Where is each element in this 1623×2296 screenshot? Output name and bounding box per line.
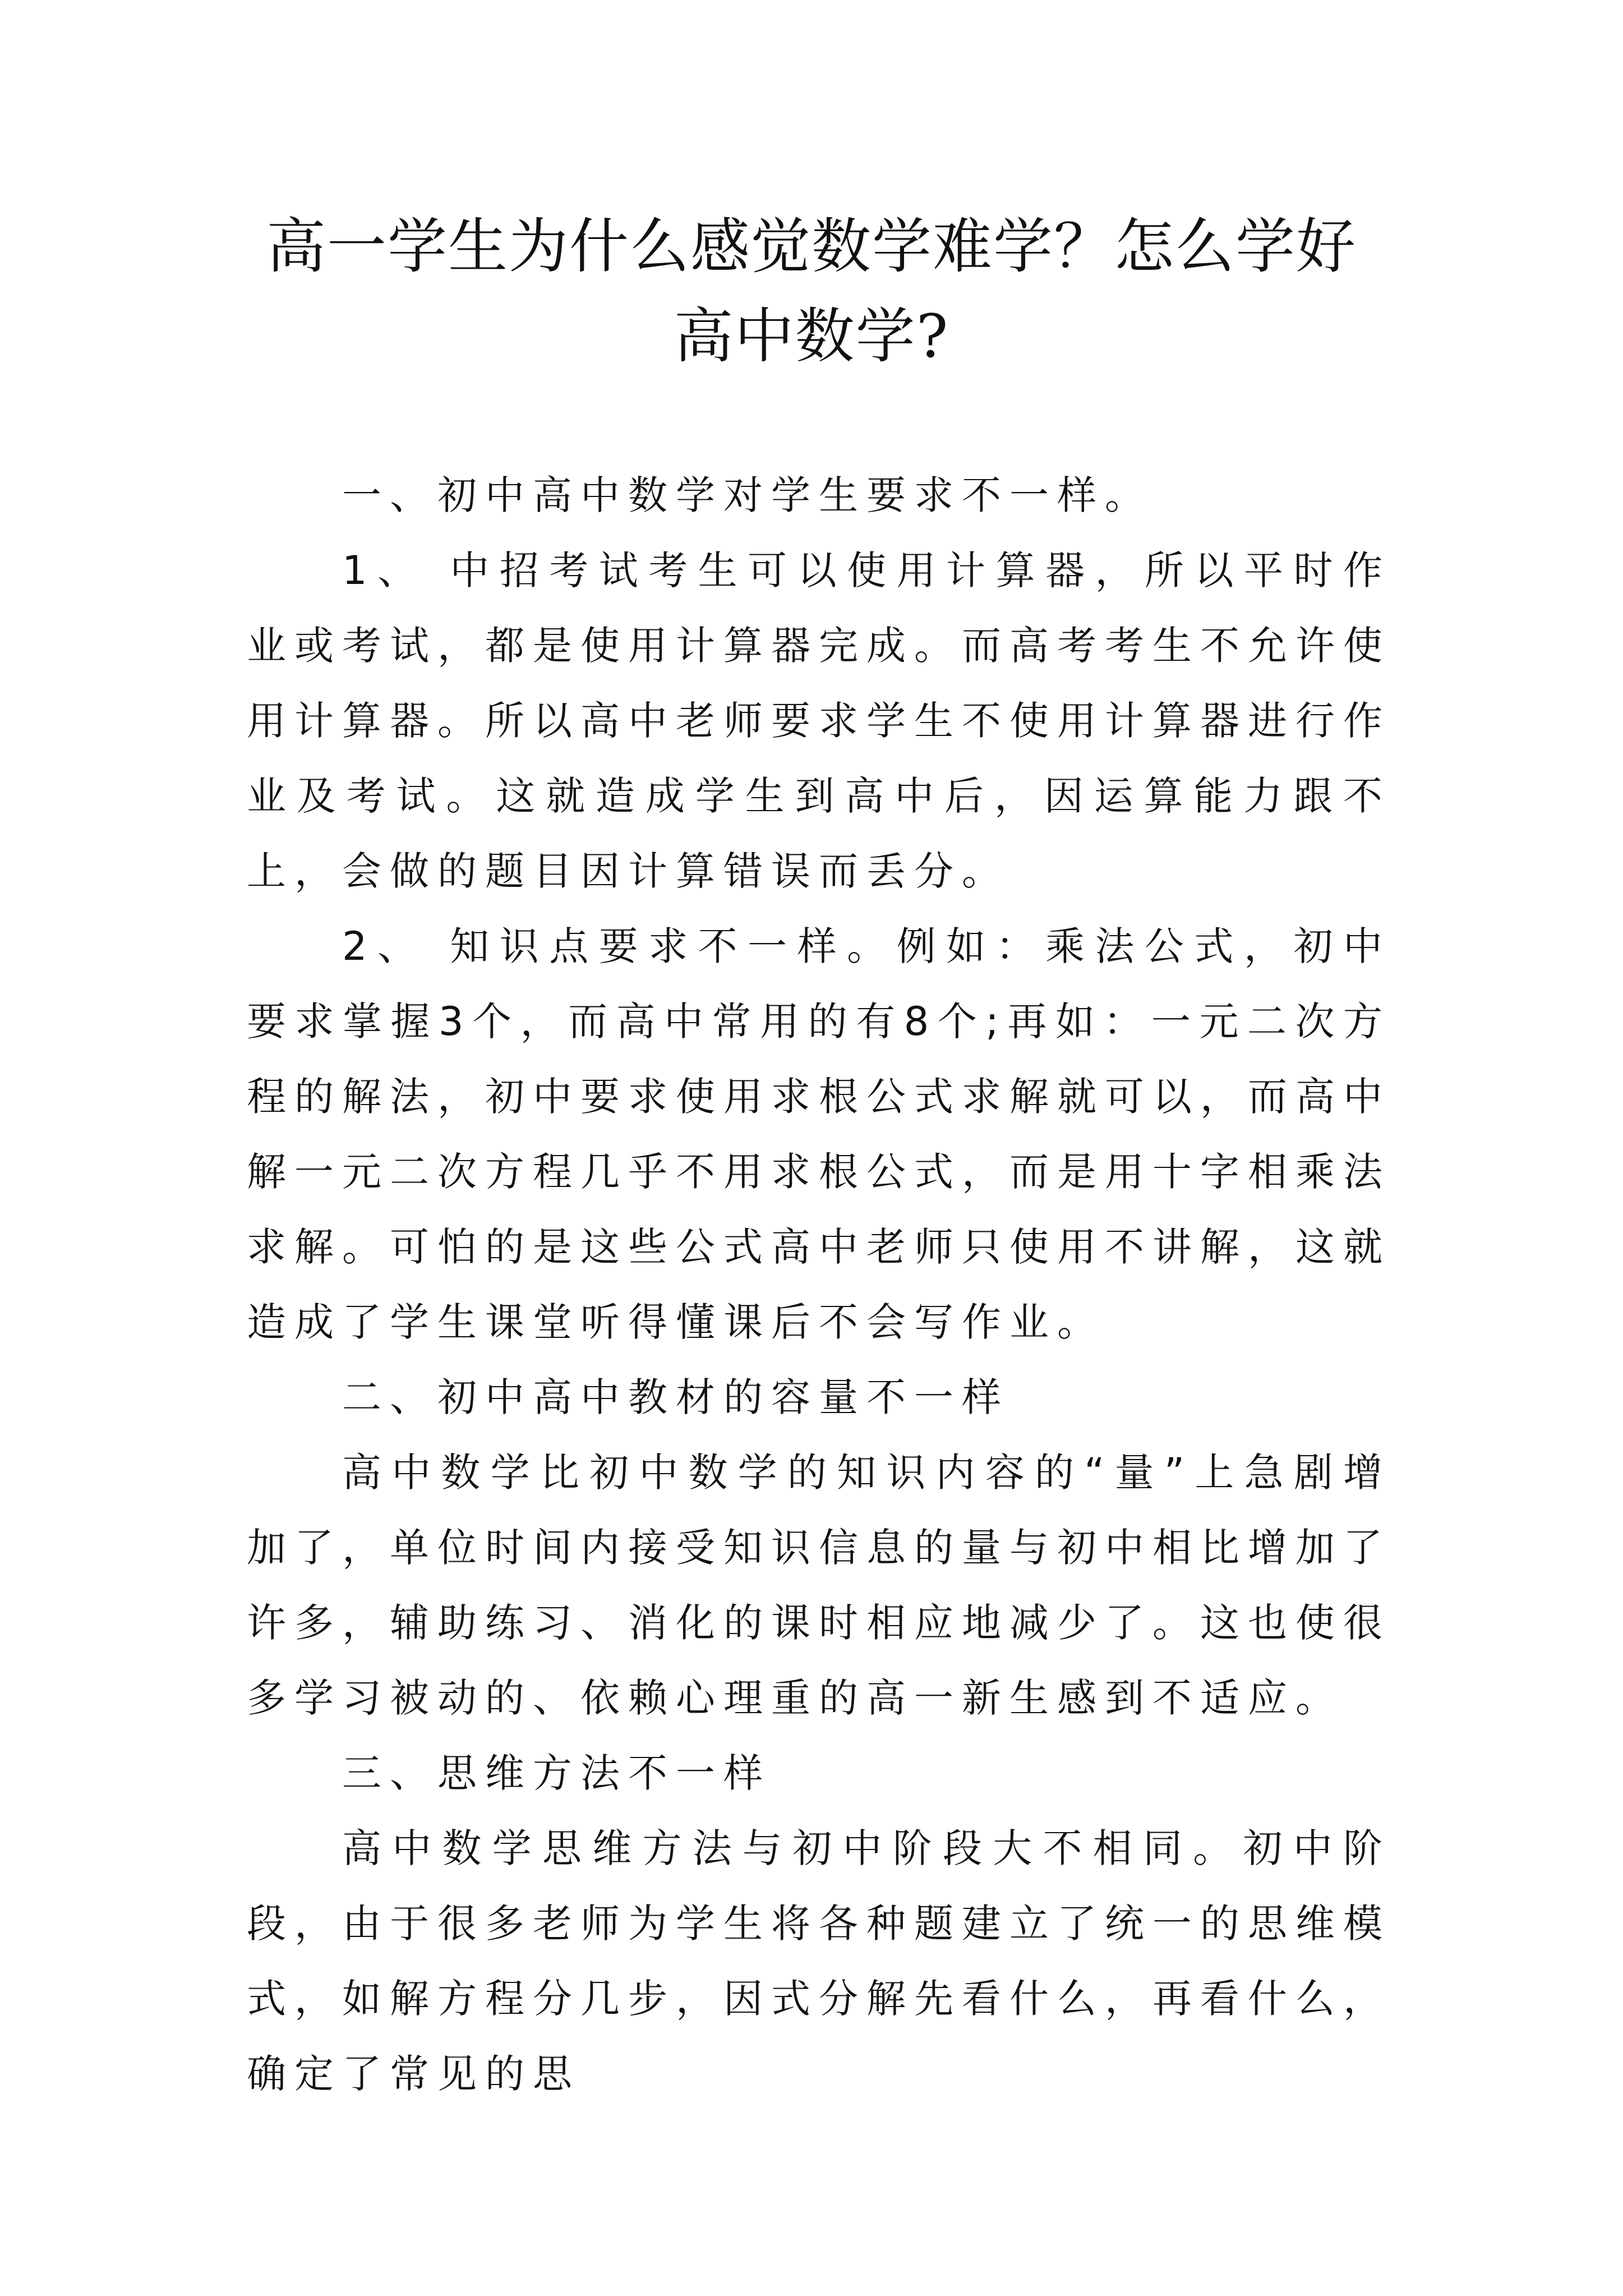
section-heading-2: 二、初中高中教材的容量不一样 bbox=[342, 1374, 1009, 1420]
document-title bbox=[0, 202, 1623, 381]
paragraph-textbook-capacity: 高中数学比初中数学的知识内容的“量”上急剧增加了，单位时间内接受知识信息的量与初中相比增加了许多，辅助练习、消化的课时相应地减少了。这也使很多学习被动的、依赖心理重的高一新生感到不适应。 bbox=[247, 1450, 1391, 1721]
title-line-2: 高中数学? bbox=[674, 302, 949, 371]
paragraph-thinking-methods: 高中数学思维方法与初中阶段大不相同。初中阶段，由于很多老师为学生将各种题建立了统一的思维模式，如解方程分几步，因式分解先看什么，再看什么，确定了常见的思 bbox=[247, 1825, 1391, 2097]
section-heading-1: 一、初中高中数学对学生要求不一样。 bbox=[342, 472, 1152, 518]
section-heading-3: 三、思维方法不一样 bbox=[342, 1750, 771, 1796]
title-line-1: 高一学生为什么感觉数学难学？怎么学好 bbox=[266, 212, 1357, 281]
document-body bbox=[247, 458, 1391, 2111]
paragraph-knowledge-points: 2、 知识点要求不一样。例如：乘法公式，初中要求掌握3个，而高中常用的有8个;再如：一元二次方程的解法，初中要求使用求根公式求解就可以，而高中解一元二次方程几乎不用求根公式，而是用十字相乘法求解。可怕的是这些公式高中老师只使用不讲解，这就造成了学生课堂听得懂课后不会写作业。 bbox=[247, 923, 1391, 1345]
paragraph-calculator: 1、 中招考试考生可以使用计算器，所以平时作业或考试，都是使用计算器完成。而高考考生不允许使用计算器。所以高中老师要求学生不使用计算器进行作业及考试。这就造成学生到高中后，因运算能力跟不上，会做的题目因计算错误而丢分。 bbox=[247, 547, 1391, 894]
